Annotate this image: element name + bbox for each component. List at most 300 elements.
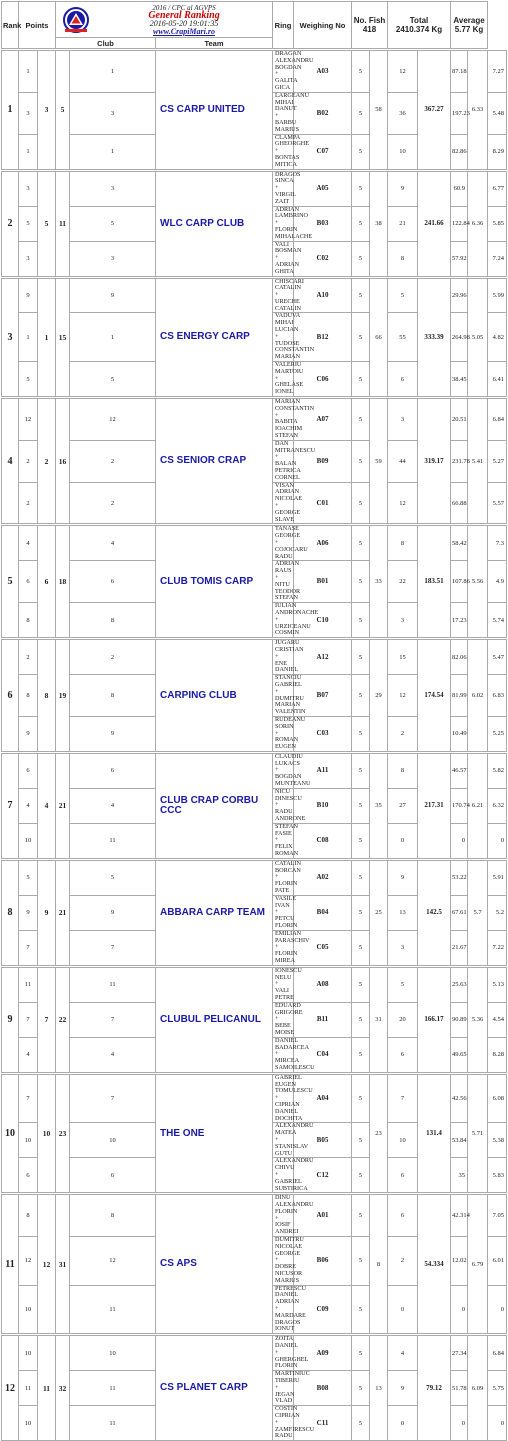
row-weight: 38.45 bbox=[451, 362, 468, 397]
team-points: 23 bbox=[56, 1074, 70, 1193]
row-points: 1 bbox=[70, 134, 156, 169]
weighing-number: 5 bbox=[352, 823, 370, 858]
row-points: 5 bbox=[70, 362, 156, 397]
row-points: 1 bbox=[70, 313, 156, 362]
row-place: 7 bbox=[19, 930, 38, 965]
team-place-sum: 7 bbox=[38, 967, 56, 1072]
weighing-number: 5 bbox=[352, 1237, 370, 1286]
row-place: 3 bbox=[19, 92, 38, 134]
header-average-value: 5.77 Kg bbox=[454, 25, 484, 34]
team-members: GABRIEL EUGEN TOMULESCU + CIPRIAN DANIEL DOCHITA bbox=[273, 1074, 294, 1123]
weighing-number: 5 bbox=[352, 1123, 370, 1158]
ring-code: C04 bbox=[294, 1037, 352, 1072]
ring-code: B01 bbox=[294, 561, 352, 603]
table-row bbox=[2, 1074, 507, 1123]
weighing-number: 5 bbox=[352, 526, 370, 561]
row-place: 6 bbox=[19, 561, 38, 603]
row-points: 7 bbox=[70, 1074, 156, 1123]
row-points: 8 bbox=[70, 603, 156, 638]
team-members: IULIAN ANDRONACHE + URZICEANU COSMIN bbox=[273, 603, 294, 638]
club-name: THE ONE bbox=[156, 1074, 273, 1193]
row-average: 6.83 bbox=[488, 675, 507, 717]
club-name: ABBARA CARP TEAM bbox=[156, 860, 273, 965]
team-place-sum: 4 bbox=[38, 753, 56, 858]
row-weight: 58.42 bbox=[451, 526, 468, 561]
team-members: COSTIN CIPRIAN + ZAMFIRESCU RADU bbox=[273, 1406, 294, 1441]
weighing-number: 5 bbox=[352, 895, 370, 930]
team-members: ADRIAN LAMBRINO + FLORIN MIHALACHE bbox=[273, 206, 294, 241]
weighing-number: 5 bbox=[352, 206, 370, 241]
row-points: 5 bbox=[70, 860, 156, 895]
ring-code: A01 bbox=[294, 1195, 352, 1237]
row-place: 8 bbox=[19, 603, 38, 638]
ring-code: B07 bbox=[294, 675, 352, 717]
row-average: 6.84 bbox=[488, 1336, 507, 1371]
weighing-number: 5 bbox=[352, 967, 370, 1002]
row-weight: 25.63 bbox=[451, 967, 468, 1002]
row-average: 4.9 bbox=[488, 561, 507, 603]
row-place: 8 bbox=[19, 675, 38, 717]
row-fish-count: 6 bbox=[388, 1195, 418, 1237]
row-average: 5.38 bbox=[488, 1123, 507, 1158]
team-points: 16 bbox=[56, 399, 70, 524]
row-fish-count: 15 bbox=[388, 640, 418, 675]
header-points: Points bbox=[19, 2, 56, 49]
ring-code: C07 bbox=[294, 134, 352, 169]
team-place-sum: 8 bbox=[38, 640, 56, 752]
row-place: 11 bbox=[19, 967, 38, 1002]
table-row bbox=[2, 967, 507, 1002]
row-fish-count: 6 bbox=[388, 362, 418, 397]
team-rank: 9 bbox=[2, 967, 19, 1072]
team-fish-total: 58 bbox=[370, 51, 388, 170]
team-average: 6.79 bbox=[468, 1195, 488, 1334]
row-weight: 67.61 bbox=[451, 895, 468, 930]
row-place: 9 bbox=[19, 278, 38, 313]
team-average: 6.02 bbox=[468, 640, 488, 752]
table-row bbox=[2, 51, 507, 93]
ring-code: B05 bbox=[294, 1123, 352, 1158]
row-average: 6.77 bbox=[488, 171, 507, 206]
weighing-number: 5 bbox=[352, 561, 370, 603]
club-name: CLUBUL PELICANUL bbox=[156, 967, 273, 1072]
row-weight: 87.18 bbox=[451, 51, 468, 93]
ring-code: C06 bbox=[294, 362, 352, 397]
row-average: 5.99 bbox=[488, 278, 507, 313]
team-rank: 7 bbox=[2, 753, 19, 858]
team-weight-total: 367.27 bbox=[418, 51, 451, 170]
team-average: 6.09 bbox=[468, 1336, 488, 1441]
row-average: 7.27 bbox=[488, 51, 507, 93]
row-average: 5.47 bbox=[488, 640, 507, 675]
row-place: 9 bbox=[19, 895, 38, 930]
team-fish-total: 35 bbox=[370, 753, 388, 858]
header-fish bbox=[352, 2, 388, 49]
row-points: 8 bbox=[70, 675, 156, 717]
row-points: 6 bbox=[70, 753, 156, 788]
header-fish-label: No. Fish bbox=[353, 16, 386, 25]
team-rank: 3 bbox=[2, 278, 19, 397]
ring-code: B11 bbox=[294, 1002, 352, 1037]
row-fish-count: 55 bbox=[388, 313, 418, 362]
table-row bbox=[2, 526, 507, 561]
row-weight: 49.65 bbox=[451, 1037, 468, 1072]
team-points: 5 bbox=[56, 51, 70, 170]
team-members: DANIEL BADARCEA + MIRCEA SAMOILESCU bbox=[273, 1037, 294, 1072]
team-fish-total: 23 bbox=[370, 1074, 388, 1193]
club-name: CS SENIOR CRAP bbox=[156, 399, 273, 524]
team-members: CLAUDIU LUKACS + BOGDAN MUNTEANU bbox=[273, 753, 294, 788]
team-place-sum: 1 bbox=[38, 278, 56, 397]
team-members: DAN MITRANESCU + BALAN PETRICA CORNEL bbox=[273, 440, 294, 482]
team-members: CATALIN BORCAN + FLORIN PATE bbox=[273, 860, 294, 895]
row-weight: 12.02 bbox=[451, 1237, 468, 1286]
team-rank: 2 bbox=[2, 171, 19, 276]
row-average: 5.74 bbox=[488, 603, 507, 638]
team-average: 6.33 bbox=[468, 51, 488, 170]
row-weight: 27.34 bbox=[451, 1336, 468, 1371]
row-place: 4 bbox=[19, 526, 38, 561]
team-place-sum: 12 bbox=[38, 1195, 56, 1334]
team-fish-total: 31 bbox=[370, 967, 388, 1072]
weighing-number: 5 bbox=[352, 1195, 370, 1237]
row-average: 5.57 bbox=[488, 482, 507, 524]
weighing-number: 5 bbox=[352, 1336, 370, 1371]
agvps-logo bbox=[56, 7, 96, 33]
row-average: 7.24 bbox=[488, 241, 507, 276]
row-average: 6.41 bbox=[488, 362, 507, 397]
team-weight-total: 241.66 bbox=[418, 171, 451, 276]
row-average: 5.85 bbox=[488, 206, 507, 241]
table-row bbox=[2, 1336, 507, 1371]
row-average: 5.13 bbox=[488, 967, 507, 1002]
ring-code: A06 bbox=[294, 526, 352, 561]
row-weight: 66.88 bbox=[451, 482, 468, 524]
team-points: 11 bbox=[56, 171, 70, 276]
page-title: General Ranking bbox=[148, 9, 220, 21]
ring-code: B08 bbox=[294, 1371, 352, 1406]
weighing-number: 5 bbox=[352, 92, 370, 134]
row-weight: 122.84 bbox=[451, 206, 468, 241]
header-ring: Ring bbox=[273, 2, 294, 49]
ring-code: B06 bbox=[294, 1237, 352, 1286]
row-fish-count: 5 bbox=[388, 278, 418, 313]
row-fish-count: 9 bbox=[388, 1371, 418, 1406]
header-average bbox=[451, 2, 488, 49]
team-members: JUGARU CRISTIAN + ENE DANIEL bbox=[273, 640, 294, 675]
weighing-number: 5 bbox=[352, 1285, 370, 1334]
row-place: 7 bbox=[19, 1002, 38, 1037]
team-members: IONESCU NELU + VALI PETRE bbox=[273, 967, 294, 1002]
row-place: 1 bbox=[19, 313, 38, 362]
weighing-number: 5 bbox=[352, 716, 370, 751]
ring-code: A09 bbox=[294, 1336, 352, 1371]
weighing-number: 5 bbox=[352, 278, 370, 313]
row-weight: 0 bbox=[451, 1406, 468, 1441]
ring-code: A04 bbox=[294, 1074, 352, 1123]
ring-code: C12 bbox=[294, 1158, 352, 1193]
team-points: 32 bbox=[56, 1336, 70, 1441]
ring-code: B09 bbox=[294, 440, 352, 482]
header-total-value: 2410.374 Kg bbox=[395, 25, 443, 34]
team-average: 5.71 bbox=[468, 1074, 488, 1193]
row-points: 2 bbox=[70, 640, 156, 675]
club-name: CLUB TOMIS CARP bbox=[156, 526, 273, 638]
row-place: 8 bbox=[19, 1195, 38, 1237]
row-fish-count: 12 bbox=[388, 675, 418, 717]
weighing-number: 5 bbox=[352, 51, 370, 93]
row-fish-count: 22 bbox=[388, 561, 418, 603]
weighing-number: 5 bbox=[352, 930, 370, 965]
row-points: 9 bbox=[70, 716, 156, 751]
row-fish-count: 9 bbox=[388, 860, 418, 895]
row-weight: 35 bbox=[451, 1158, 468, 1193]
row-points: 4 bbox=[70, 526, 156, 561]
team-fish-total: 33 bbox=[370, 526, 388, 638]
row-fish-count: 6 bbox=[388, 1037, 418, 1072]
header-total bbox=[388, 2, 451, 49]
ring-code: B02 bbox=[294, 92, 352, 134]
event-name: 2016 / CPC al AGVPS bbox=[152, 3, 216, 12]
row-average: 6.32 bbox=[488, 788, 507, 823]
row-points: 2 bbox=[70, 440, 156, 482]
team-members: STEFAN FASIE + FELIX ROMAN bbox=[273, 823, 294, 858]
row-points: 5 bbox=[70, 206, 156, 241]
row-weight: 53.22 bbox=[451, 860, 468, 895]
row-average: 6.08 bbox=[488, 1074, 507, 1123]
row-fish-count: 27 bbox=[388, 788, 418, 823]
row-place: 10 bbox=[19, 1336, 38, 1371]
team-members: VASILE IVAN + PETCU FLORIN bbox=[273, 895, 294, 930]
ranking-page bbox=[1, 1, 507, 1441]
ring-code: B10 bbox=[294, 788, 352, 823]
team-points: 15 bbox=[56, 278, 70, 397]
row-weight: 0 bbox=[451, 823, 468, 858]
team-fish-total: 29 bbox=[370, 640, 388, 752]
header-fish-total: 418 bbox=[362, 25, 377, 34]
row-average: 6.84 bbox=[488, 399, 507, 441]
row-points: 11 bbox=[70, 1406, 156, 1441]
row-fish-count: 8 bbox=[388, 526, 418, 561]
ring-code: B12 bbox=[294, 313, 352, 362]
row-fish-count: 0 bbox=[388, 1406, 418, 1441]
team-place-sum: 9 bbox=[38, 860, 56, 965]
ring-code: C01 bbox=[294, 482, 352, 524]
team-rank: 1 bbox=[2, 51, 19, 170]
team-weight-total: 54.334 bbox=[418, 1195, 451, 1334]
row-fish-count: 6 bbox=[388, 1158, 418, 1193]
row-place: 6 bbox=[19, 1158, 38, 1193]
team-weight-total: 319.17 bbox=[418, 399, 451, 524]
team-members: DUMITRU NICOLAE GEORGE + DOBRE NICUSOR MARIUS bbox=[273, 1237, 294, 1286]
team-place-sum: 11 bbox=[38, 1336, 56, 1441]
row-points: 10 bbox=[70, 1336, 156, 1371]
row-points: 8 bbox=[70, 1195, 156, 1237]
team-place-sum: 3 bbox=[38, 51, 56, 170]
row-fish-count: 8 bbox=[388, 753, 418, 788]
row-place: 2 bbox=[19, 440, 38, 482]
row-place: 3 bbox=[19, 171, 38, 206]
ring-code: B03 bbox=[294, 206, 352, 241]
ring-code: C10 bbox=[294, 603, 352, 638]
row-place: 9 bbox=[19, 716, 38, 751]
row-points: 3 bbox=[70, 241, 156, 276]
row-place: 11 bbox=[19, 1371, 38, 1406]
row-fish-count: 0 bbox=[388, 823, 418, 858]
row-average: 5.48 bbox=[488, 92, 507, 134]
table-row bbox=[2, 753, 507, 788]
team-rank: 6 bbox=[2, 640, 19, 752]
table-row bbox=[2, 278, 507, 313]
row-points: 9 bbox=[70, 895, 156, 930]
header-team: Team bbox=[156, 38, 273, 49]
row-place: 5 bbox=[19, 362, 38, 397]
row-weight: 0 bbox=[451, 1285, 468, 1334]
weighing-number: 5 bbox=[352, 1074, 370, 1123]
row-average: 7.22 bbox=[488, 930, 507, 965]
team-members: VISAN ADRIAN NICOLAE + GEORGE SLAVE bbox=[273, 482, 294, 524]
weighing-number: 5 bbox=[352, 171, 370, 206]
row-place: 10 bbox=[19, 1123, 38, 1158]
team-rank: 11 bbox=[2, 1195, 19, 1334]
row-place: 4 bbox=[19, 1037, 38, 1072]
row-fish-count: 44 bbox=[388, 440, 418, 482]
team-members: VADUVA MIHAI LUCIAN + TUDOSE CONSTANTIN MARIAN bbox=[273, 313, 294, 362]
row-points: 4 bbox=[70, 788, 156, 823]
row-fish-count: 10 bbox=[388, 1123, 418, 1158]
row-weight: 231.78 bbox=[451, 440, 468, 482]
row-weight: 197.23 bbox=[451, 92, 468, 134]
row-weight: 17.23 bbox=[451, 603, 468, 638]
row-place: 1 bbox=[19, 134, 38, 169]
row-average: 0 bbox=[488, 1285, 507, 1334]
team-members: STANCIU GABRIEL + DUMITRU MARIAN VALENTIN bbox=[273, 675, 294, 717]
ring-code: C09 bbox=[294, 1285, 352, 1334]
row-fish-count: 4 bbox=[388, 1336, 418, 1371]
row-place: 2 bbox=[19, 640, 38, 675]
weighing-number: 5 bbox=[352, 1002, 370, 1037]
team-fish-total: 25 bbox=[370, 860, 388, 965]
row-fish-count: 0 bbox=[388, 1285, 418, 1334]
team-members: ALEXANDRU MATEA + STANISLAV GUTU bbox=[273, 1123, 294, 1158]
row-points: 11 bbox=[70, 1371, 156, 1406]
row-points: 3 bbox=[70, 171, 156, 206]
team-fish-total: 66 bbox=[370, 278, 388, 397]
row-fish-count: 2 bbox=[388, 1237, 418, 1286]
ring-code: A03 bbox=[294, 51, 352, 93]
team-rank: 8 bbox=[2, 860, 19, 965]
team-members: PETRESCU DANIEL ADRIAN + MARDARE DRAGOS IONUT bbox=[273, 1285, 294, 1334]
row-average: 8.28 bbox=[488, 1037, 507, 1072]
row-points: 6 bbox=[70, 1158, 156, 1193]
header-club: Club bbox=[56, 38, 156, 49]
weighing-number: 5 bbox=[352, 134, 370, 169]
row-average: 4.54 bbox=[488, 1002, 507, 1037]
row-points: 7 bbox=[70, 1002, 156, 1037]
table-row bbox=[2, 860, 507, 895]
team-average: 5.41 bbox=[468, 399, 488, 524]
team-members: VALI BOSMAN + ADRIAN GHITA bbox=[273, 241, 294, 276]
row-average: 5.83 bbox=[488, 1158, 507, 1193]
weighing-number: 5 bbox=[352, 640, 370, 675]
row-average: 5.82 bbox=[488, 753, 507, 788]
ring-code: C08 bbox=[294, 823, 352, 858]
team-average: 5.36 bbox=[468, 967, 488, 1072]
ring-code: A07 bbox=[294, 399, 352, 441]
team-members: ZOITA DANIEL + GHERGHEL FLORIN bbox=[273, 1336, 294, 1371]
ring-code: B04 bbox=[294, 895, 352, 930]
table-row bbox=[2, 640, 507, 675]
row-weight: 51.78 bbox=[451, 1371, 468, 1406]
row-weight: 42.314 bbox=[451, 1195, 468, 1237]
row-place: 7 bbox=[19, 1074, 38, 1123]
row-points: 11 bbox=[70, 967, 156, 1002]
row-weight: 53.84 bbox=[451, 1123, 468, 1158]
club-name: CS ENERGY CARP bbox=[156, 278, 273, 397]
row-place: 2 bbox=[19, 482, 38, 524]
ring-code: A08 bbox=[294, 967, 352, 1002]
team-rank: 4 bbox=[2, 399, 19, 524]
row-weight: 82.86 bbox=[451, 134, 468, 169]
team-members: DRAGAN ALEXANDRU BOGDAN + GALITA GICA bbox=[273, 51, 294, 93]
row-points: 12 bbox=[70, 1237, 156, 1286]
row-place: 6 bbox=[19, 753, 38, 788]
team-place-sum: 5 bbox=[38, 171, 56, 276]
team-weight-total: 142.5 bbox=[418, 860, 451, 965]
row-fish-count: 2 bbox=[388, 716, 418, 751]
row-weight: 60.9 bbox=[451, 171, 468, 206]
row-fish-count: 5 bbox=[388, 967, 418, 1002]
row-points: 2 bbox=[70, 482, 156, 524]
header-weighing: Weighing No bbox=[294, 2, 352, 49]
row-average: 5.27 bbox=[488, 440, 507, 482]
row-place: 1 bbox=[19, 51, 38, 93]
club-name: CARPING CLUB bbox=[156, 640, 273, 752]
weighing-number: 5 bbox=[352, 241, 370, 276]
row-place: 3 bbox=[19, 241, 38, 276]
team-weight-total: 166.17 bbox=[418, 967, 451, 1072]
row-average: 0 bbox=[488, 1406, 507, 1441]
row-weight: 170.74 bbox=[451, 788, 468, 823]
row-points: 12 bbox=[70, 399, 156, 441]
row-weight: 10.49 bbox=[451, 716, 468, 751]
ring-code: C05 bbox=[294, 930, 352, 965]
weighing-number: 5 bbox=[352, 788, 370, 823]
row-average: 5.91 bbox=[488, 860, 507, 895]
row-points: 10 bbox=[70, 1123, 156, 1158]
row-weight: 81.99 bbox=[451, 675, 468, 717]
row-weight: 46.57 bbox=[451, 753, 468, 788]
ring-code: A12 bbox=[294, 640, 352, 675]
club-name: CS PLANET CARP bbox=[156, 1336, 273, 1441]
weighing-number: 5 bbox=[352, 399, 370, 441]
ranking-table bbox=[1, 1, 507, 1441]
team-members: MARTINIUC TIBERIU + JEGAN VLAD bbox=[273, 1371, 294, 1406]
ring-code: C11 bbox=[294, 1406, 352, 1441]
team-members: RUDEANU SORIN + ROMAN EUGEN bbox=[273, 716, 294, 751]
team-rank: 10 bbox=[2, 1074, 19, 1193]
weighing-number: 5 bbox=[352, 1037, 370, 1072]
team-members: VALERIU MARTOIU + GHELASE IONEL bbox=[273, 362, 294, 397]
team-place-sum: 6 bbox=[38, 526, 56, 638]
site-link[interactable]: www.CrapiMari.ro bbox=[153, 26, 215, 36]
team-rank: 5 bbox=[2, 526, 19, 638]
row-fish-count: 7 bbox=[388, 1074, 418, 1123]
team-average: 6.36 bbox=[468, 171, 488, 276]
row-average: 5.25 bbox=[488, 716, 507, 751]
header-average-label: Average bbox=[453, 16, 485, 25]
team-weight-total: 333.39 bbox=[418, 278, 451, 397]
